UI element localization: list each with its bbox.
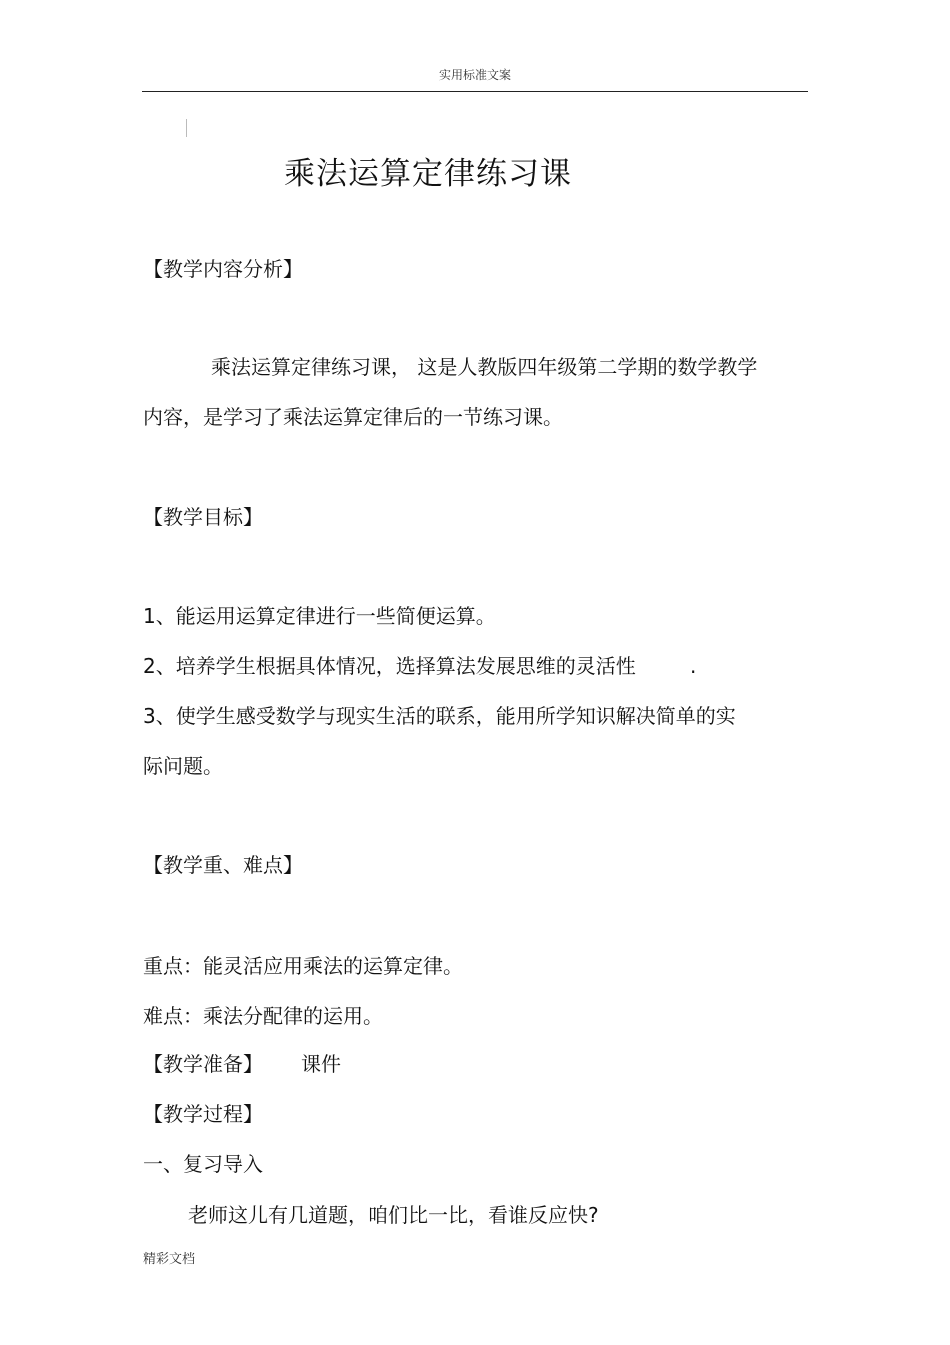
header-divider <box>142 91 808 92</box>
document-title: 乘法运算定律练习课 <box>284 156 572 192</box>
content-analysis-line-1: 乘法运算定律练习课， 这是人教版四年级第二学期的数学教学 <box>211 355 758 379</box>
difficult-point: 难点：乘法分配律的运用。 <box>143 1004 383 1028</box>
goal-item-3-line-1: 3、使学生感受数学与现实生活的联系，能用所学知识解决简单的实 <box>143 704 736 728</box>
section-heading-goals: 【教学目标】 <box>143 505 263 529</box>
key-point: 重点：能灵活应用乘法的运算定律。 <box>143 954 463 978</box>
page-header: 实用标准文案 <box>438 68 511 82</box>
corner-mark <box>186 119 187 137</box>
content-analysis-line-2: 内容，是学习了乘法运算定律后的一节练习课。 <box>143 405 563 429</box>
section-heading-content-analysis: 【教学内容分析】 <box>143 257 303 281</box>
section-heading-preparation: 【教学准备】 <box>143 1052 263 1076</box>
goal-item-2: 2、培养学生根据具体情况，选择算法发展思维的灵活性 <box>143 654 636 678</box>
process-step-1: 一、复习导入 <box>143 1152 263 1176</box>
goal-item-1: 1、能运用运算定律进行一些简便运算。 <box>143 604 496 628</box>
process-step-1-text: 老师这儿有几道题，咱们比一比，看谁反应快? <box>188 1203 599 1227</box>
goal-item-3-line-2: 际问题。 <box>143 754 223 778</box>
section-heading-key-points: 【教学重、难点】 <box>143 853 303 877</box>
page-footer: 精彩文档 <box>143 1252 196 1267</box>
preparation-value: 课件 <box>301 1052 341 1076</box>
section-heading-process: 【教学过程】 <box>143 1102 263 1126</box>
goal-item-2-tail: . <box>690 654 697 678</box>
